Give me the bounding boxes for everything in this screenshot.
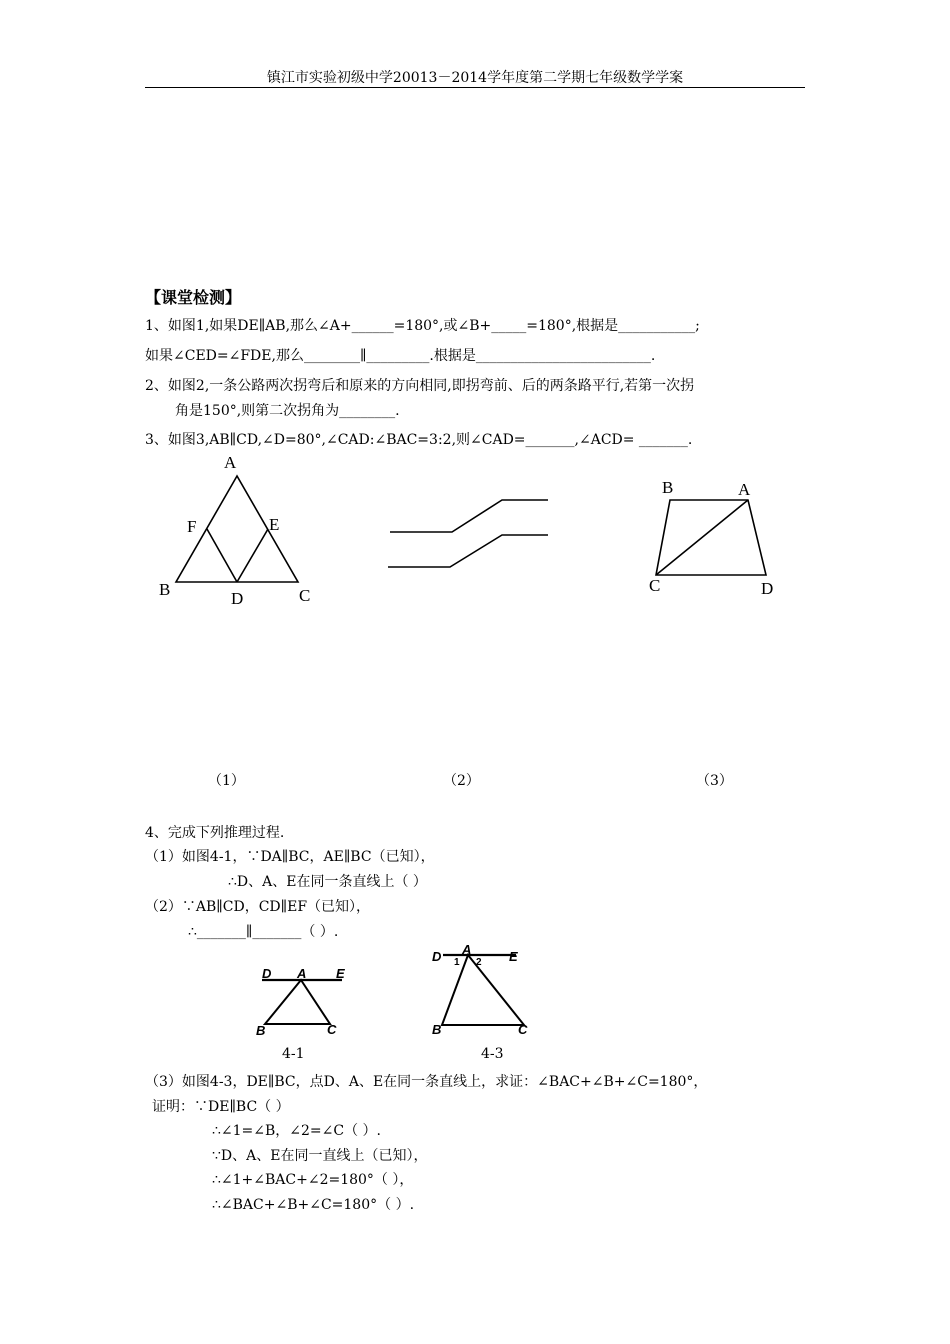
fig43-label-e: E — [509, 949, 518, 964]
fig43-label-2: 2 — [476, 957, 482, 968]
caption-fig1: （1） — [208, 773, 245, 789]
q4-2-line1: （2）∵AB∥CD，CD∥EF（已知）， — [145, 899, 371, 915]
figure-3-trapezoid — [656, 500, 766, 575]
fig1-label-b: B — [159, 580, 171, 599]
fig43-label-b: B — [432, 1022, 442, 1037]
caption-fig3: （3） — [696, 773, 733, 789]
q4-3-line6: ∴∠BAC+∠B+∠C=180°（ ）. — [212, 1197, 415, 1213]
fig1-label-c: C — [299, 586, 311, 605]
fig43-label-1: 1 — [454, 957, 460, 968]
fig1-label-d: D — [231, 589, 244, 608]
q4-3-line5: ∴∠1+∠BAC+∠2=180°（ ）， — [212, 1172, 414, 1188]
q4-title: 4、完成下列推理过程. — [145, 825, 285, 841]
fig3-label-c: C — [649, 576, 661, 595]
fig41-caption: 4-1 — [282, 1046, 305, 1062]
fig1-label-f: F — [187, 517, 197, 536]
fig43-label-c: C — [518, 1022, 528, 1037]
q1-line2: 如果∠CED=∠FDE,那么________∥_________.根据是_________________________. — [145, 348, 656, 364]
fig41-label-a: A — [297, 966, 307, 981]
page-header: 镇江市实验初级中学20013－2014学年度第二学期七年级数学学案 — [266, 70, 684, 86]
fig3-label-b: B — [662, 478, 674, 497]
fig43-caption: 4-3 — [481, 1046, 504, 1062]
fig41-label-d: D — [262, 966, 272, 981]
q4-1-line1: （1）如图4-1，∵DA∥BC，AE∥BC（已知）， — [145, 849, 435, 865]
q4-3-line3: ∴∠1=∠B，∠2=∠C（ ）. — [212, 1123, 382, 1139]
q4-3-line2: 证明：∵DE∥BC（ ） — [152, 1099, 290, 1115]
section-title: 【课堂检测】 — [145, 288, 242, 307]
fig1-label-e: E — [269, 515, 280, 534]
q4-1-line2: ∴D、A、E在同一条直线上（ ） — [228, 874, 427, 890]
fig1-label-a: A — [224, 453, 237, 472]
q3-line1: 3、如图3,AB∥CD,∠D=80°,∠CAD:∠BAC=3:2,则∠CAD=_______,∠ACD= _______. — [145, 432, 693, 448]
fig41-label-c: C — [327, 1022, 337, 1037]
q4-2-line2: ∴_______∥_______（ ）. — [188, 924, 339, 940]
q4-3-line1: （3）如图4-3，DE∥BC，点D、A、E在同一条直线上，求证：∠BAC+∠B+∠C=180°， — [145, 1074, 708, 1090]
figure-2-road — [388, 500, 548, 567]
q2-line2: 角是150°,则第二次拐角为________. — [175, 403, 400, 419]
fig3-label-d: D — [761, 579, 774, 598]
fig41-label-b: B — [256, 1023, 266, 1038]
fig43-label-a: A — [462, 942, 472, 957]
q2-line1: 2、如图2,一条公路两次拐弯后和原来的方向相同,即拐弯前、后的两条路平行,若第一次拐 — [145, 378, 695, 394]
q4-3-line4: ∵D、A、E在同一直线上（已知）， — [212, 1148, 428, 1164]
fig3-label-a: A — [738, 480, 751, 499]
fig41-label-e: E — [336, 966, 345, 981]
q1-line1: 1、如图1,如果DE∥AB,那么∠A+______=180°,或∠B+_____=180°,根据是___________; — [145, 318, 700, 334]
figure-4-1 — [262, 980, 342, 1024]
fig43-label-d: D — [432, 949, 442, 964]
caption-fig2: （2） — [443, 773, 480, 789]
